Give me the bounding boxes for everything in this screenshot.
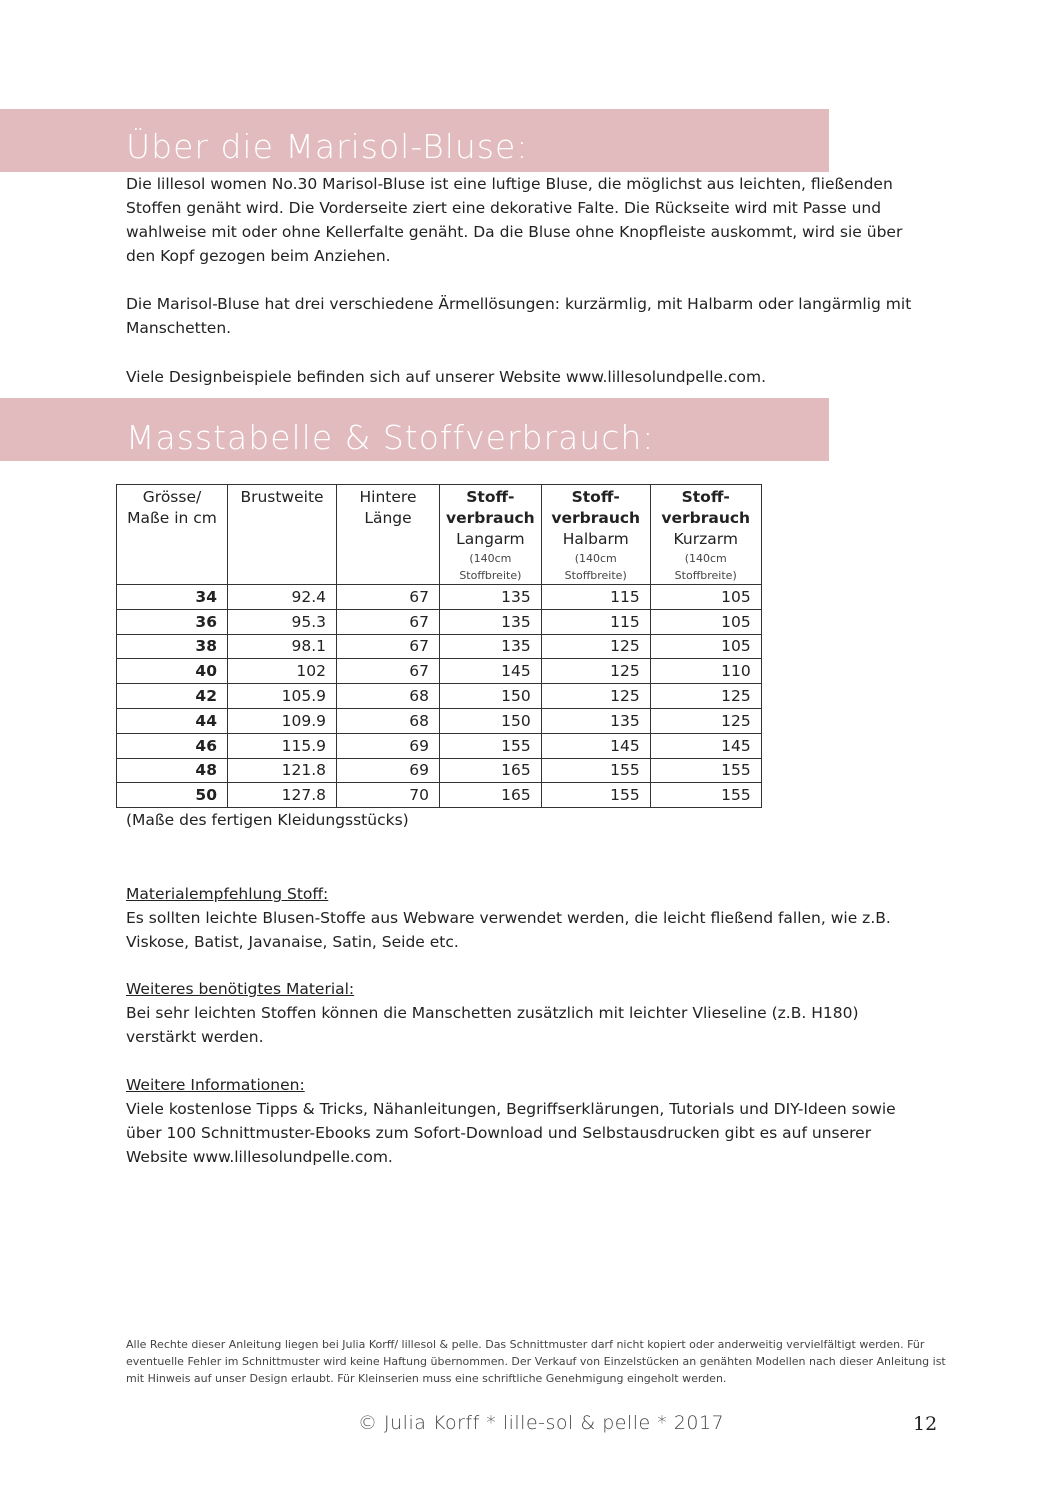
size-table — [116, 484, 762, 808]
header-size-line2: Maße in cm — [127, 509, 217, 527]
table-cell: 95.3 — [228, 609, 337, 634]
header-half-width-note: (140cm Stoffbreite) — [564, 552, 627, 582]
further-material-section — [126, 977, 926, 1049]
header-short-width-note: (140cm Stoffbreite) — [674, 552, 737, 582]
material-heading: Materialempfehlung Stoff: — [126, 885, 329, 903]
size-cell: 48 — [117, 758, 228, 783]
table-cell: 135 — [541, 708, 650, 733]
header-bust — [228, 485, 337, 585]
table-cell: 110 — [650, 659, 761, 684]
table-cell: 115 — [541, 585, 650, 610]
table-cell: 127.8 — [228, 783, 337, 808]
info-section — [126, 1073, 926, 1169]
header-bust-label: Brustweite — [240, 488, 324, 506]
table-cell: 155 — [541, 758, 650, 783]
table-cell: 135 — [440, 585, 542, 610]
header-fabric-short — [650, 485, 761, 585]
table-cell: 67 — [337, 609, 440, 634]
table-cell: 155 — [650, 783, 761, 808]
table-cell: 109.9 — [228, 708, 337, 733]
header-long-width-note: (140cm Stoffbreite) — [459, 552, 522, 582]
table-row — [117, 634, 762, 659]
table-header-row — [117, 485, 762, 585]
header-fabric-half — [541, 485, 650, 585]
table-cell: 105 — [650, 585, 761, 610]
table-cell: 125 — [541, 659, 650, 684]
size-cell: 40 — [117, 659, 228, 684]
table-cell: 67 — [337, 634, 440, 659]
size-cell: 50 — [117, 783, 228, 808]
table-cell: 125 — [541, 634, 650, 659]
table-cell: 145 — [440, 659, 542, 684]
header-back-line1: Hintere — [359, 488, 417, 506]
size-cell: 46 — [117, 733, 228, 758]
size-cell: 34 — [117, 585, 228, 610]
table-row — [117, 758, 762, 783]
table-cell: 150 — [440, 684, 542, 709]
intro-paragraph-1: Die lillesol women No.30 Marisol-Bluse ist eine luftige Bluse, die möglichst aus leichten, fließenden Stoffen genäht wird. Die Vorderseite ziert eine dekorative Falte. Die Rückseite wird mit Passe und wahlweise mit oder ohne Kellerfalte genäht. Da die Bluse ohne Knopfleiste auskommt, wird sie über den Kopf gezogen beim Anziehen. — [126, 175, 903, 265]
header-half-line3: Halbarm — [562, 530, 629, 548]
size-cell: 44 — [117, 708, 228, 733]
table-cell: 150 — [440, 708, 542, 733]
table-cell: 102 — [228, 659, 337, 684]
table-cell: 165 — [440, 783, 542, 808]
table-cell: 105.9 — [228, 684, 337, 709]
table-cell: 68 — [337, 708, 440, 733]
table-cell: 70 — [337, 783, 440, 808]
table-cell: 105 — [650, 634, 761, 659]
table-cell: 145 — [650, 733, 761, 758]
header-short-line3: Kurzarm — [673, 530, 738, 548]
intro-paragraph-2: Die Marisol-Bluse hat drei verschiedene Ärmellösungen: kurzärmlig, mit Halbarm oder langärmlig mit Manschetten. — [126, 295, 912, 337]
table-cell: 125 — [650, 684, 761, 709]
table-cell: 92.4 — [228, 585, 337, 610]
table-cell: 135 — [440, 634, 542, 659]
table-cell: 135 — [440, 609, 542, 634]
section-title-size-table: Masstabelle & Stoffverbrauch: — [126, 418, 655, 457]
material-section — [126, 882, 926, 954]
table-row — [117, 684, 762, 709]
table-cell: 155 — [440, 733, 542, 758]
intro-paragraph-3: Viele Designbeispiele befinden sich auf unserer Website www.lillesolundpelle.com. — [126, 368, 767, 386]
further-material-heading: Weiteres benötigtes Material: — [126, 980, 355, 998]
material-text: Es sollten leichte Blusen-Stoffe aus Webware verwendet werden, die leicht fließend fallen, wie z.B. Viskose, Batist, Javanaise, Satin, Seide etc. — [126, 909, 891, 951]
table-cell: 155 — [650, 758, 761, 783]
header-short-line2: verbrauch — [661, 509, 751, 527]
table-cell: 125 — [650, 708, 761, 733]
size-cell: 38 — [117, 634, 228, 659]
table-row — [117, 708, 762, 733]
size-table-body — [117, 585, 762, 808]
section-title-about: Über die Marisol-Bluse: — [126, 127, 529, 166]
header-half-line2: verbrauch — [551, 509, 641, 527]
header-back-line2: Länge — [364, 509, 412, 527]
table-cell: 98.1 — [228, 634, 337, 659]
table-cell: 69 — [337, 733, 440, 758]
table-cell: 105 — [650, 609, 761, 634]
section-banner-about — [0, 109, 829, 172]
header-long-line2: verbrauch — [446, 509, 535, 527]
table-cell: 145 — [541, 733, 650, 758]
footer-copyright: © Julia Korff * lille-sol & pelle * 2017 — [358, 1412, 725, 1434]
header-size — [117, 485, 228, 585]
table-row — [117, 733, 762, 758]
header-fabric-long — [440, 485, 542, 585]
table-cell: 68 — [337, 684, 440, 709]
size-cell: 42 — [117, 684, 228, 709]
table-cell: 121.8 — [228, 758, 337, 783]
table-cell: 115.9 — [228, 733, 337, 758]
further-material-text: Bei sehr leichten Stoffen können die Manschetten zusätzlich mit leichter Vlieseline (z.B. H180) verstärkt werden. — [126, 1004, 859, 1046]
header-size-line1: Grösse/ — [142, 488, 202, 506]
table-cell: 115 — [541, 609, 650, 634]
size-cell: 36 — [117, 609, 228, 634]
legal-notice: Alle Rechte dieser Anleitung liegen bei Julia Korff/ lillesol & pelle. Das Schnittmuster darf nicht kopiert oder anderweitig vervielfältigt werden. Für eventuelle Fehler im Schnittmuster wird keine Haftung übernommen. Der Verkauf von Einzelstücken an genähten Modellen nach dieser Anleitung ist mit Hinweis auf unser Design erlaubt. Für Kleinserien muss eine schriftliche Genehmigung eingeholt werden. — [126, 1338, 946, 1385]
info-text: Viele kostenlose Tipps & Tricks, Nähanleitungen, Begriffserklärungen, Tutorials und DIY-Ideen sowie über 100 Schnittmuster-Ebooks zum Sofort-Download und Selbstausdrucken gibt es auf unserer Website www.lillesolundpelle.com. — [126, 1100, 896, 1166]
header-back-length — [337, 485, 440, 585]
table-cell: 165 — [440, 758, 542, 783]
table-cell: 125 — [541, 684, 650, 709]
section-banner-size-table — [0, 398, 829, 461]
table-note: (Maße des fertigen Kleidungsstücks) — [126, 811, 409, 829]
header-half-line1: Stoff- — [571, 488, 620, 506]
header-long-line1: Stoff- — [466, 488, 515, 506]
table-row — [117, 609, 762, 634]
table-cell: 67 — [337, 659, 440, 684]
header-long-line3: Langarm — [456, 530, 525, 548]
table-cell: 155 — [541, 783, 650, 808]
table-row — [117, 585, 762, 610]
table-row — [117, 659, 762, 684]
info-heading: Weitere Informationen: — [126, 1076, 305, 1094]
table-cell: 67 — [337, 585, 440, 610]
table-cell: 69 — [337, 758, 440, 783]
table-row — [117, 783, 762, 808]
header-short-line1: Stoff- — [681, 488, 730, 506]
page-number: 12 — [913, 1413, 938, 1435]
